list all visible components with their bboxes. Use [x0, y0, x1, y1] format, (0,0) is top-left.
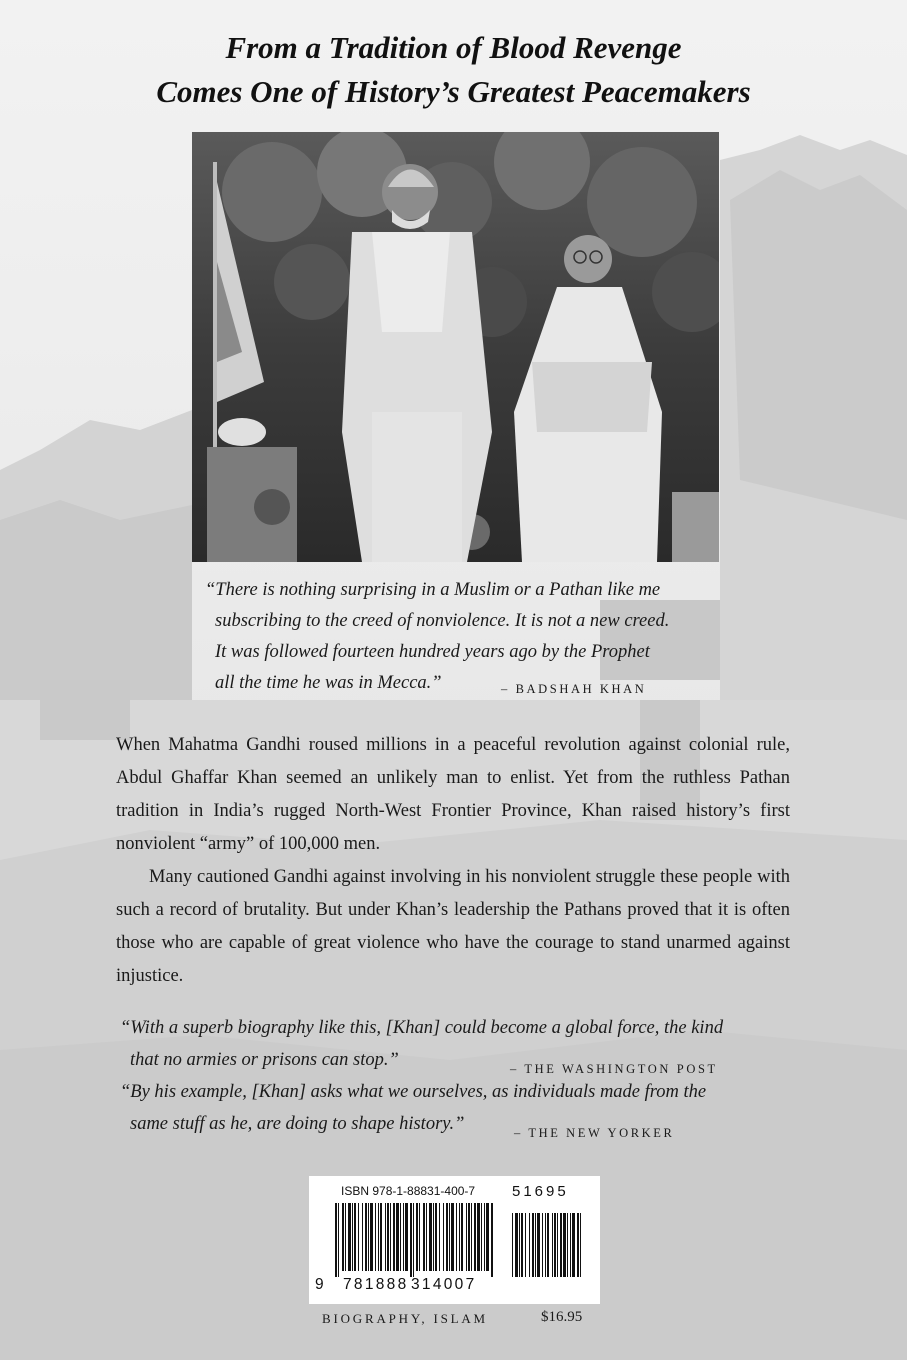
- addon-barcode-bar: [563, 1213, 566, 1277]
- photo-illustration: [192, 132, 719, 562]
- barcode-bar: [335, 1203, 337, 1277]
- addon-barcode-bar: [525, 1213, 526, 1277]
- historical-photo: [192, 132, 719, 562]
- isbn-label: ISBN 978-1-88831-400-7: [341, 1184, 476, 1198]
- barcode-bar: [419, 1203, 420, 1271]
- epigraph-line-2: subscribing to the creed of nonviolence. It is not a new creed.: [215, 611, 670, 631]
- review-1-line-1: “With a superb biography like this, [Khan] could become a global force, the kind: [120, 1018, 724, 1038]
- barcode-bar: [378, 1203, 379, 1271]
- addon-barcode-bar: [545, 1213, 546, 1277]
- barcode-digits-group-1: 781888: [343, 1276, 409, 1293]
- barcode-bar: [443, 1203, 444, 1271]
- addon-barcode-bar: [577, 1213, 579, 1277]
- barcode-bar: [362, 1203, 363, 1271]
- barcode-bar: [380, 1203, 382, 1271]
- barcode-bar: [439, 1203, 440, 1271]
- barcode-bar: [477, 1203, 480, 1271]
- barcode-bar: [433, 1203, 434, 1271]
- barcode-bar: [474, 1203, 476, 1271]
- addon-barcode-bar: [570, 1213, 571, 1277]
- addon-barcode-bar: [580, 1213, 581, 1277]
- addon-barcode-bar: [537, 1213, 540, 1277]
- addon-barcode-bar: [521, 1213, 523, 1277]
- barcode-lead-digit: 9: [315, 1276, 326, 1293]
- barcode-bar: [491, 1203, 493, 1277]
- epigraph-line-3: It was followed fourteen hundred years ago by the Prophet: [215, 642, 650, 662]
- barcode-bar: [368, 1203, 369, 1271]
- barcode-bar: [354, 1203, 356, 1271]
- barcode-bars: [335, 1203, 585, 1277]
- review-2-line-1: “By his example, [Khan] asks what we ourselves, as individuals made from the: [120, 1082, 707, 1102]
- barcode-bar: [484, 1203, 485, 1271]
- barcode-bar: [345, 1203, 346, 1271]
- addon-barcode-bar: [532, 1213, 534, 1277]
- barcode-bar: [375, 1203, 376, 1271]
- category-label: BIOGRAPHY, ISLAM: [322, 1311, 488, 1326]
- headline: [0, 26, 907, 114]
- barcode-bar: [423, 1203, 425, 1271]
- addon-barcode-bar: [529, 1213, 530, 1277]
- barcode-bar: [365, 1203, 367, 1271]
- barcode-bar: [449, 1203, 450, 1271]
- epigraph-line-1: “There is nothing surprising in a Muslim or a Pathan like me: [205, 580, 661, 600]
- review-quotes: [120, 1012, 800, 1140]
- barcode-bar: [387, 1203, 389, 1271]
- review-2-source: – THE NEW YORKER: [514, 1126, 675, 1140]
- addon-barcode-bar: [515, 1213, 518, 1277]
- review-1-source: – THE WASHINGTON POST: [510, 1062, 718, 1076]
- epigraph-attribution: – BADSHAH KHAN: [501, 682, 647, 696]
- barcode-bar: [459, 1203, 460, 1271]
- barcode-bar: [468, 1203, 470, 1271]
- barcode-bar: [400, 1203, 401, 1271]
- barcode-digits-group-2: 314007: [411, 1276, 477, 1293]
- addon-barcode-bar: [542, 1213, 543, 1277]
- addon-barcode-bar: [567, 1213, 568, 1277]
- barcode-bar: [342, 1203, 344, 1271]
- barcode-bar: [435, 1203, 437, 1271]
- epigraph-line-4: all the time he was in Mecca.”: [215, 673, 442, 693]
- barcode-bar: [393, 1203, 395, 1271]
- addon-barcode-bar: [557, 1213, 558, 1277]
- barcode-bar: [348, 1203, 351, 1271]
- barcode-bar: [451, 1203, 454, 1271]
- barcode-bar: [403, 1203, 404, 1271]
- description-paragraph-2: Many cautioned Gandhi against involving in his nonviolent struggle these people with such a record of brutality. But under Khan’s leadership the Pathans proved that it is often those who are capable of great violence who have the courage to stand unarmed against injustice.: [116, 867, 790, 986]
- barcode-bar: [405, 1203, 408, 1271]
- barcode-bar: [358, 1203, 359, 1271]
- barcode-bar: [466, 1203, 467, 1271]
- barcode-bar: [385, 1203, 386, 1271]
- description-paragraph-1: When Mahatma Gandhi roused millions in a peaceful revolution against colonial rule, Abdul Ghaffar Khan seemed an unlikely man to enlist. Yet from the ruthless Pathan tradition in India’s rugged North-West Frontier Province, Khan raised history’s first nonviolent “army” of 100,000 men.: [116, 735, 790, 854]
- addon-barcode-bar: [552, 1213, 553, 1277]
- addon-barcode-bar: [547, 1213, 549, 1277]
- barcode-bar: [416, 1203, 418, 1271]
- barcode-bar: [390, 1203, 391, 1271]
- barcode-bar: [370, 1203, 373, 1271]
- barcode-bar: [396, 1203, 399, 1271]
- barcode-bar: [413, 1203, 414, 1277]
- isbn-barcode: [309, 1176, 600, 1304]
- barcode-bar: [486, 1203, 489, 1271]
- barcode-bar: [471, 1203, 472, 1271]
- barcode-bar: [426, 1203, 427, 1271]
- price-label: $16.95: [541, 1309, 583, 1325]
- barcode-bar: [410, 1203, 412, 1277]
- barcode-bar: [456, 1203, 457, 1271]
- barcode-bar: [461, 1203, 463, 1271]
- price-code: 51695: [512, 1183, 569, 1200]
- barcode-bar: [338, 1203, 339, 1277]
- description: [116, 729, 790, 993]
- addon-barcode-bar: [512, 1213, 513, 1277]
- headline-line-2: Comes One of History’s Greatest Peacemakers: [156, 74, 751, 109]
- review-2-line-2-text: same stuff as he, are doing to shape history.”: [130, 1114, 465, 1134]
- addon-barcode-bar: [519, 1213, 520, 1277]
- barcode-bar: [446, 1203, 448, 1271]
- addon-barcode-bar: [560, 1213, 562, 1277]
- addon-barcode-bar: [554, 1213, 556, 1277]
- headline-line-1: From a Tradition of Blood Revenge: [225, 30, 682, 65]
- review-1-line-2: [120, 1044, 800, 1076]
- addon-barcode-bar: [535, 1213, 536, 1277]
- addon-barcode-bar: [572, 1213, 575, 1277]
- review-1-line-2-text: that no armies or prisons can stop.”: [130, 1050, 399, 1070]
- epigraph-quote: [205, 575, 715, 699]
- barcode-bar: [352, 1203, 353, 1271]
- review-2-line-2: [120, 1108, 800, 1140]
- barcode-bar: [429, 1203, 432, 1271]
- barcode-bar: [481, 1203, 482, 1271]
